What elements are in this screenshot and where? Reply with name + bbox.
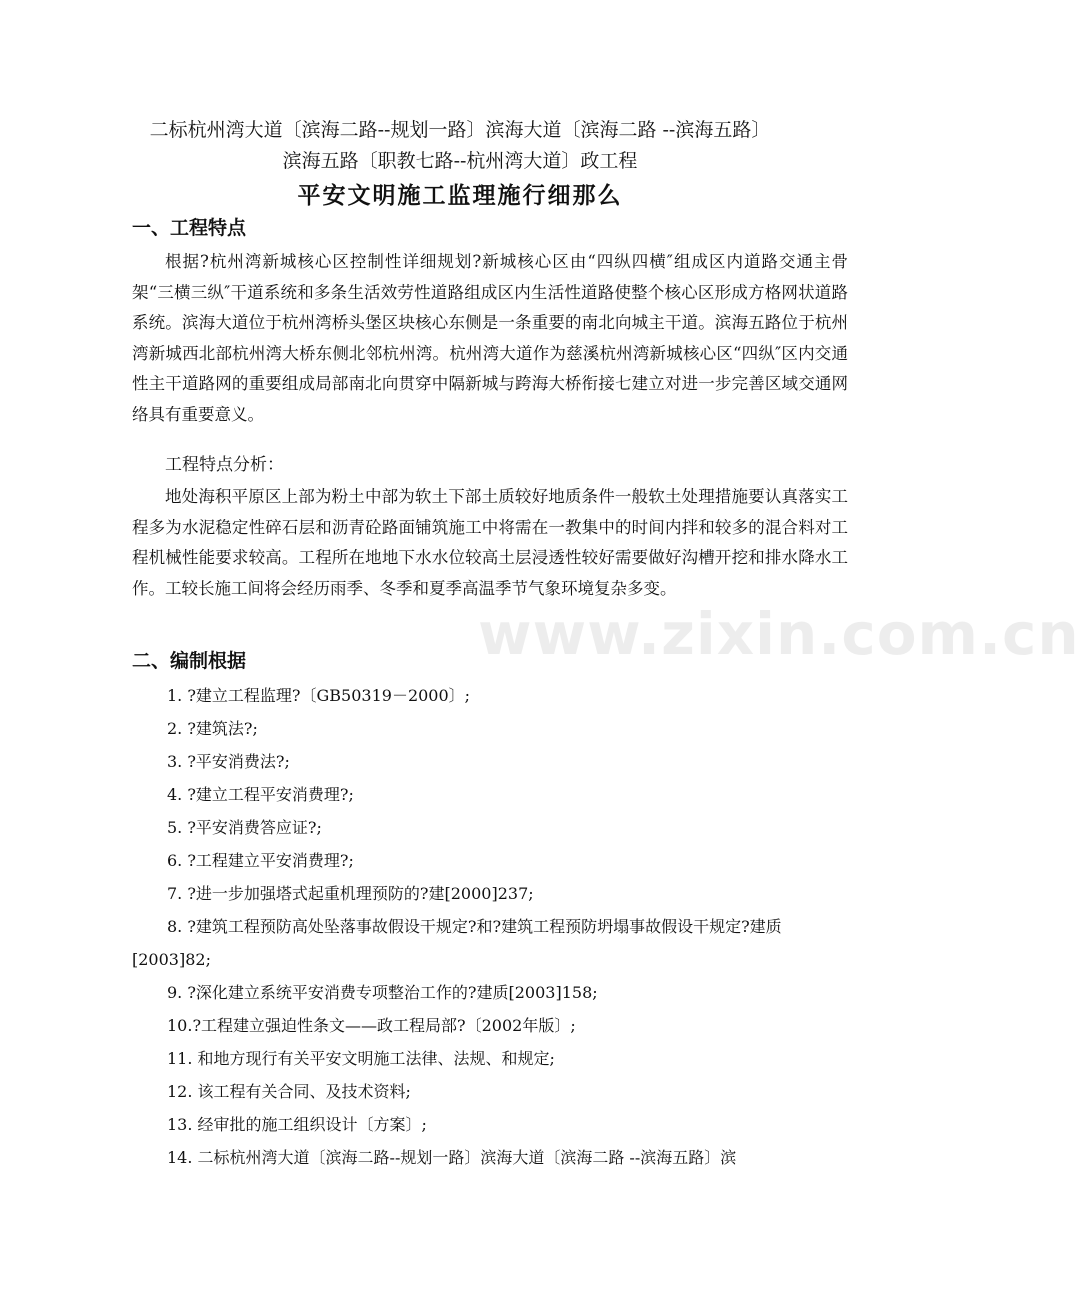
basis-list-item: 8. ?建筑工程预防高处坠落事故假设干规定?和?建筑工程预防坍塌事故假设干规定?建质[2003]82; — [132, 917, 782, 969]
basis-list-item: 3. ?平安消费法?; — [167, 752, 290, 771]
basis-list-item: 6. ?工程建立平安消费理?; — [167, 851, 354, 870]
basis-list-item: 10.?工程建立强迫性条文——政工程局部?〔2002年版〕; — [167, 1016, 576, 1035]
basis-list-item: 7. ?进一步加强塔式起重机理预防的?建[2000]237; — [167, 884, 534, 903]
basis-list-item: 4. ?建立工程平安消费理?; — [167, 785, 354, 804]
basis-list-item: 5. ?平安消费答应证?; — [167, 818, 322, 837]
project-features-paragraph: 根据?杭州湾新城核心区控制性详细规划?新城核心区由“四纵四横″组成区内道路交通主骨架“三横三纵″干道系统和多条生活效劳性道路组成区内生活性道路使整个核心区形成方格网状道路系统。滨海大道位于杭州湾桥头堡区块核心东侧是一条重要的南北向城主干道。滨海五路位于杭州湾新城西北部杭州湾大桥东侧北邻杭州湾。杭州湾大道作为慈溪杭州湾新城核心区“四纵″区内交通性主干道路网的重要组成局部南北向贯穿中隔新城与跨海大桥衔接七建立对进一步完善区域交通网络具有重要意义。 — [132, 252, 848, 424]
feature-analysis-heading: 工程特点分析： — [165, 455, 284, 475]
document-main-title: 平安文明施工监理施行细那么 — [297, 182, 623, 209]
basis-list-item: 2. ?建筑法?; — [167, 719, 258, 738]
section-heading-project-features: 一、工程特点 — [132, 217, 247, 239]
basis-list — [132, 679, 848, 1174]
watermark: www.zixin.com.cn — [478, 600, 1080, 668]
basis-list-item: 1. ?建立工程监理?〔GB50319－2000〕; — [167, 686, 471, 705]
basis-list-item: 11. 和地方现行有关平安文明施工法律、法规、和规定; — [167, 1049, 555, 1068]
feature-analysis-paragraph: 地处海积平原区上部为粉土中部为软土下部土质较好地质条件一般软土处理措施要认真落实工程多为水泥稳定性碎石层和沥青砼路面铺筑施工中将需在一教集中的时间内拌和较多的混合料对工程机械性能要求较高。工程所在地地下水水位较高土层浸透性较好需要做好沟槽开挖和排水降水工作。工较长施工间将会经历雨季、冬季和夏季高温季节气象环境复杂多变。 — [132, 487, 848, 598]
basis-list-item: 12. 该工程有关合同、及技术资料; — [167, 1082, 411, 1101]
document-title-line-1: 二标杭州湾大道〔滨海二路--规划一路〕滨海大道〔滨海二路 --滨海五路〕 — [149, 119, 771, 141]
section-heading-basis: 二、编制根据 — [132, 650, 247, 672]
document-title-line-2: 滨海五路〔职教七路--杭州湾大道〕政工程 — [282, 150, 638, 172]
basis-list-item: 13. 经审批的施工组织设计〔方案〕; — [167, 1115, 427, 1134]
basis-list-item: 14. 二标杭州湾大道〔滨海二路--规划一路〕滨海大道〔滨海二路 --滨海五路〕滨 — [167, 1148, 737, 1167]
basis-list-item: 9. ?深化建立系统平安消费专项整治工作的?建质[2003]158; — [167, 983, 598, 1002]
